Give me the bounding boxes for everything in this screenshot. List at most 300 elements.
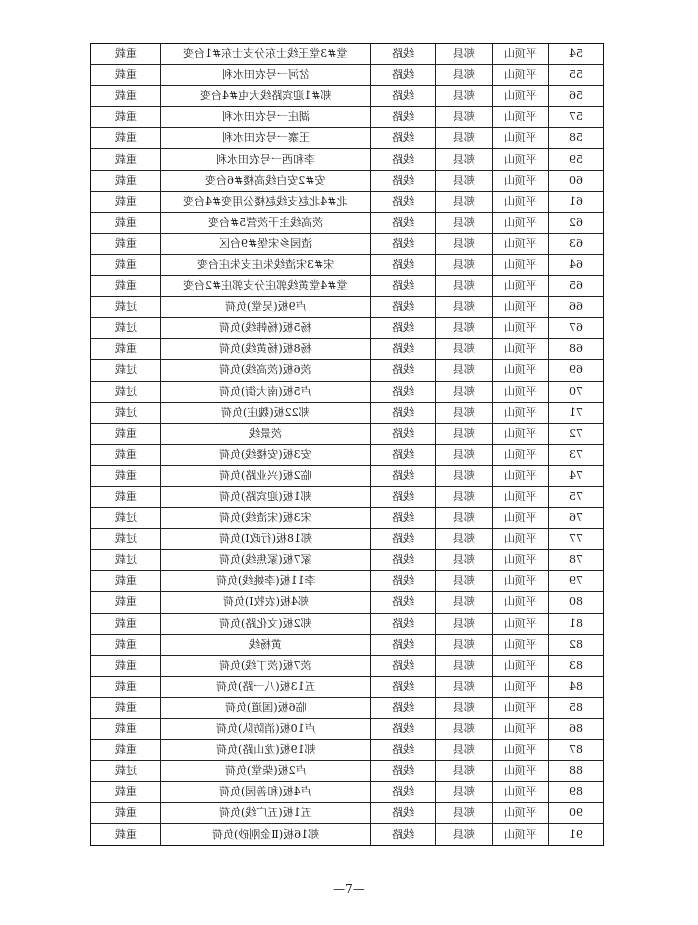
status-cell-text: 重载 bbox=[114, 68, 137, 82]
county-cell-text: 郏县 bbox=[453, 110, 475, 124]
table-row bbox=[91, 529, 604, 550]
type-cell bbox=[371, 107, 436, 128]
county-cell-text: 郏县 bbox=[453, 806, 475, 820]
status-cell-text: 重载 bbox=[114, 743, 137, 757]
line-name-cell bbox=[161, 824, 371, 845]
type-cell-text: 线路 bbox=[392, 68, 414, 82]
county-cell bbox=[436, 381, 493, 402]
status-cell-text: 重载 bbox=[114, 215, 137, 229]
city-cell-text: 平顶山 bbox=[504, 279, 537, 293]
city-cell bbox=[493, 655, 549, 676]
status-cell bbox=[91, 803, 161, 824]
line-name-cell bbox=[161, 676, 371, 697]
county-cell-text: 郏县 bbox=[453, 194, 475, 208]
county-cell bbox=[436, 613, 493, 634]
status-cell bbox=[91, 761, 161, 782]
line-name-cell bbox=[161, 719, 371, 740]
row-number-cell-text: 69 bbox=[569, 363, 583, 377]
row-number-cell bbox=[549, 339, 604, 360]
row-number-cell-text: 76 bbox=[569, 511, 583, 525]
city-cell-text: 平顶山 bbox=[504, 257, 537, 271]
status-cell bbox=[91, 170, 161, 191]
status-cell-text: 重载 bbox=[114, 468, 137, 482]
row-number-cell-text: 83 bbox=[569, 658, 583, 672]
line-name-cell bbox=[161, 634, 371, 655]
type-cell-text: 线路 bbox=[392, 89, 414, 103]
type-cell-text: 线路 bbox=[392, 447, 414, 461]
row-number-cell bbox=[549, 276, 604, 297]
county-cell bbox=[436, 824, 493, 845]
city-cell-text: 平顶山 bbox=[504, 321, 537, 335]
status-cell bbox=[91, 465, 161, 486]
county-cell-text: 郏县 bbox=[453, 490, 475, 504]
row-number-cell bbox=[549, 740, 604, 761]
line-name-cell-text: 宋#3宋渣线朱庄支朱庄台变 bbox=[196, 257, 335, 271]
status-cell-text: 过载 bbox=[114, 764, 137, 778]
row-number-cell bbox=[549, 360, 604, 381]
type-cell bbox=[371, 676, 436, 697]
line-name-cell-text: 渣园乡宋堡#9台区 bbox=[218, 236, 313, 250]
row-number-cell bbox=[549, 170, 604, 191]
county-cell bbox=[436, 444, 493, 465]
county-cell bbox=[436, 782, 493, 803]
county-cell-text: 郏县 bbox=[453, 363, 475, 377]
line-name-cell-text: 黄杨线 bbox=[249, 637, 282, 651]
line-name-cell-text: 卢9板(吴堂)负荷 bbox=[224, 300, 307, 314]
status-cell-text: 重载 bbox=[114, 827, 137, 841]
type-cell-text: 线路 bbox=[392, 468, 414, 482]
status-cell bbox=[91, 697, 161, 718]
type-cell bbox=[371, 212, 436, 233]
county-cell-text: 郏县 bbox=[453, 68, 475, 82]
line-name-cell-text: 卢10板(消防队)负荷 bbox=[215, 722, 316, 736]
load-table-sheet bbox=[90, 43, 603, 846]
city-cell bbox=[493, 676, 549, 697]
county-cell-text: 郏县 bbox=[453, 405, 475, 419]
overload-table bbox=[90, 43, 604, 846]
city-cell-text: 平顶山 bbox=[504, 447, 537, 461]
county-cell-text: 郏县 bbox=[453, 342, 475, 356]
county-cell bbox=[436, 212, 493, 233]
row-number-cell bbox=[549, 212, 604, 233]
status-cell-text: 重载 bbox=[114, 47, 137, 61]
city-cell-text: 平顶山 bbox=[504, 806, 537, 820]
line-name-cell bbox=[161, 86, 371, 107]
type-cell bbox=[371, 44, 436, 65]
city-cell bbox=[493, 402, 549, 423]
county-cell bbox=[436, 233, 493, 254]
county-cell-text: 郏县 bbox=[453, 173, 475, 187]
line-name-cell-text: 卢4板(和善园)负荷 bbox=[219, 785, 312, 799]
city-cell-text: 平顶山 bbox=[504, 194, 537, 208]
line-name-cell bbox=[161, 571, 371, 592]
city-cell-text: 平顶山 bbox=[504, 363, 537, 377]
line-name-cell-text: 卢5板(南大街)负荷 bbox=[219, 384, 312, 398]
county-cell bbox=[436, 465, 493, 486]
table-row bbox=[91, 44, 604, 65]
table-row bbox=[91, 149, 604, 170]
city-cell bbox=[493, 65, 549, 86]
status-cell bbox=[91, 360, 161, 381]
status-cell-text: 重载 bbox=[114, 152, 137, 166]
status-cell bbox=[91, 824, 161, 845]
city-cell bbox=[493, 318, 549, 339]
row-number-cell bbox=[549, 824, 604, 845]
table-row bbox=[91, 86, 604, 107]
city-cell bbox=[493, 107, 549, 128]
type-cell bbox=[371, 824, 436, 845]
line-name-cell-text: 郏2板(文化路)负荷 bbox=[219, 616, 312, 630]
status-cell bbox=[91, 86, 161, 107]
table-row bbox=[91, 402, 604, 423]
row-number-cell bbox=[549, 423, 604, 444]
table-row bbox=[91, 719, 604, 740]
county-cell bbox=[436, 276, 493, 297]
city-cell-text: 平顶山 bbox=[504, 426, 537, 440]
county-cell-text: 郏县 bbox=[453, 764, 475, 778]
row-number-cell bbox=[549, 655, 604, 676]
status-cell bbox=[91, 402, 161, 423]
type-cell-text: 线路 bbox=[392, 215, 414, 229]
type-cell bbox=[371, 339, 436, 360]
status-cell bbox=[91, 276, 161, 297]
line-name-cell-text: 杨8板(杨黄线)负荷 bbox=[219, 342, 312, 356]
status-cell bbox=[91, 297, 161, 318]
row-number-cell-text: 60 bbox=[569, 173, 583, 187]
city-cell bbox=[493, 550, 549, 571]
line-name-cell bbox=[161, 697, 371, 718]
type-cell-text: 线路 bbox=[392, 426, 414, 440]
row-number-cell bbox=[549, 149, 604, 170]
status-cell bbox=[91, 149, 161, 170]
status-cell bbox=[91, 486, 161, 507]
county-cell-text: 郏县 bbox=[453, 700, 475, 714]
type-cell-text: 线路 bbox=[392, 806, 414, 820]
city-cell bbox=[493, 486, 549, 507]
line-name-cell bbox=[161, 191, 371, 212]
city-cell-text: 平顶山 bbox=[504, 679, 537, 693]
line-name-cell bbox=[161, 761, 371, 782]
county-cell-text: 郏县 bbox=[453, 215, 475, 229]
type-cell bbox=[371, 550, 436, 571]
county-cell bbox=[436, 508, 493, 529]
type-cell bbox=[371, 381, 436, 402]
type-cell-text: 线路 bbox=[392, 173, 414, 187]
city-cell bbox=[493, 191, 549, 212]
row-number-cell-text: 71 bbox=[569, 405, 583, 419]
row-number-cell bbox=[549, 128, 604, 149]
county-cell-text: 郏县 bbox=[453, 426, 475, 440]
county-cell bbox=[436, 676, 493, 697]
status-cell bbox=[91, 740, 161, 761]
type-cell-text: 线路 bbox=[392, 616, 414, 630]
table-row bbox=[91, 128, 604, 149]
line-name-cell-text: 李和西一号农田水利 bbox=[216, 152, 315, 166]
line-name-cell-text: 湖庄一号农田水利 bbox=[221, 110, 310, 124]
table-row bbox=[91, 782, 604, 803]
status-cell bbox=[91, 655, 161, 676]
status-cell-text: 重载 bbox=[114, 257, 137, 271]
status-cell-text: 重载 bbox=[114, 806, 137, 820]
type-cell bbox=[371, 65, 436, 86]
row-number-cell bbox=[549, 719, 604, 740]
status-cell-text: 重载 bbox=[114, 679, 137, 693]
county-cell-text: 郏县 bbox=[453, 637, 475, 651]
row-number-cell bbox=[549, 508, 604, 529]
type-cell bbox=[371, 423, 436, 444]
line-name-cell bbox=[161, 508, 371, 529]
line-name-cell-text: 卢2板(柴堂)负荷 bbox=[224, 764, 307, 778]
line-name-cell bbox=[161, 803, 371, 824]
city-cell bbox=[493, 170, 549, 191]
status-cell bbox=[91, 550, 161, 571]
row-number-cell-text: 84 bbox=[569, 679, 583, 693]
county-cell bbox=[436, 149, 493, 170]
type-cell bbox=[371, 254, 436, 275]
row-number-cell bbox=[549, 254, 604, 275]
county-cell-text: 郏县 bbox=[453, 595, 475, 609]
table-row bbox=[91, 550, 604, 571]
line-name-cell-text: 茨7板(茨丁线)负荷 bbox=[219, 658, 312, 672]
city-cell-text: 平顶山 bbox=[504, 511, 537, 525]
type-cell-text: 线路 bbox=[392, 658, 414, 672]
city-cell bbox=[493, 803, 549, 824]
status-cell-text: 重载 bbox=[114, 173, 137, 187]
row-number-cell bbox=[549, 529, 604, 550]
line-name-cell-text: 临6板(国道)负荷 bbox=[224, 700, 307, 714]
city-cell bbox=[493, 276, 549, 297]
line-name-cell bbox=[161, 782, 371, 803]
line-name-cell-text: 五1板(五广线)负荷 bbox=[219, 806, 312, 820]
type-cell bbox=[371, 508, 436, 529]
city-cell-text: 平顶山 bbox=[504, 405, 537, 419]
row-number-cell bbox=[549, 86, 604, 107]
row-number-cell-text: 55 bbox=[569, 68, 583, 82]
line-name-cell bbox=[161, 360, 371, 381]
row-number-cell bbox=[549, 381, 604, 402]
line-name-cell-text: 堂#4堂黄线郭庄分支郭庄#2台变 bbox=[183, 279, 348, 293]
type-cell-text: 线路 bbox=[392, 279, 414, 293]
city-cell bbox=[493, 339, 549, 360]
row-number-cell-text: 67 bbox=[569, 321, 583, 335]
city-cell-text: 平顶山 bbox=[504, 722, 537, 736]
line-name-cell-text: 王寨一号农田水利 bbox=[221, 131, 310, 145]
row-number-cell-text: 81 bbox=[569, 616, 583, 630]
city-cell bbox=[493, 613, 549, 634]
type-cell bbox=[371, 634, 436, 655]
city-cell bbox=[493, 508, 549, 529]
status-cell bbox=[91, 529, 161, 550]
city-cell bbox=[493, 297, 549, 318]
type-cell bbox=[371, 782, 436, 803]
type-cell bbox=[371, 761, 436, 782]
county-cell bbox=[436, 719, 493, 740]
line-name-cell bbox=[161, 212, 371, 233]
county-cell-text: 郏县 bbox=[453, 658, 475, 672]
table-row bbox=[91, 297, 604, 318]
type-cell-text: 线路 bbox=[392, 532, 414, 546]
status-cell-text: 重载 bbox=[114, 490, 137, 504]
line-name-cell-text: 茨6板(茨高线)负荷 bbox=[219, 363, 312, 377]
row-number-cell-text: 56 bbox=[569, 89, 583, 103]
type-cell-text: 线路 bbox=[392, 700, 414, 714]
table-row bbox=[91, 761, 604, 782]
city-cell-text: 平顶山 bbox=[504, 700, 537, 714]
row-number-cell bbox=[549, 550, 604, 571]
row-number-cell-text: 88 bbox=[569, 764, 583, 778]
city-cell bbox=[493, 465, 549, 486]
row-number-cell-text: 62 bbox=[569, 215, 583, 229]
city-cell bbox=[493, 444, 549, 465]
county-cell bbox=[436, 86, 493, 107]
status-cell bbox=[91, 44, 161, 65]
line-name-cell-text: 郏16板(Ⅱ金刚砂)负荷 bbox=[211, 827, 320, 841]
line-name-cell bbox=[161, 254, 371, 275]
county-cell-text: 郏县 bbox=[453, 131, 475, 145]
county-cell-text: 郏县 bbox=[453, 679, 475, 693]
county-cell-text: 郏县 bbox=[453, 321, 475, 335]
county-cell bbox=[436, 529, 493, 550]
row-number-cell-text: 86 bbox=[569, 722, 583, 736]
status-cell bbox=[91, 128, 161, 149]
status-cell bbox=[91, 613, 161, 634]
county-cell bbox=[436, 423, 493, 444]
type-cell bbox=[371, 465, 436, 486]
type-cell-text: 线路 bbox=[392, 764, 414, 778]
table-row bbox=[91, 318, 604, 339]
county-cell-text: 郏县 bbox=[453, 511, 475, 525]
type-cell bbox=[371, 128, 436, 149]
line-name-cell-text: 临2板(兴业路)负荷 bbox=[219, 468, 312, 482]
row-number-cell bbox=[549, 65, 604, 86]
status-cell bbox=[91, 233, 161, 254]
table-row bbox=[91, 634, 604, 655]
type-cell-text: 线路 bbox=[392, 236, 414, 250]
status-cell bbox=[91, 508, 161, 529]
type-cell-text: 线路 bbox=[392, 490, 414, 504]
city-cell-text: 平顶山 bbox=[504, 89, 537, 103]
city-cell bbox=[493, 824, 549, 845]
county-cell-text: 郏县 bbox=[453, 553, 475, 567]
city-cell-text: 平顶山 bbox=[504, 236, 537, 250]
type-cell-text: 线路 bbox=[392, 342, 414, 356]
type-cell-text: 线路 bbox=[392, 363, 414, 377]
line-name-cell-text: 茨景线 bbox=[249, 426, 282, 440]
county-cell bbox=[436, 128, 493, 149]
status-cell bbox=[91, 107, 161, 128]
city-cell bbox=[493, 529, 549, 550]
county-cell bbox=[436, 297, 493, 318]
line-name-cell-text: 郏1板(迎宾路)负荷 bbox=[219, 490, 312, 504]
status-cell-text: 重载 bbox=[114, 616, 137, 630]
type-cell bbox=[371, 486, 436, 507]
city-cell bbox=[493, 761, 549, 782]
status-cell bbox=[91, 318, 161, 339]
line-name-cell bbox=[161, 740, 371, 761]
table-row bbox=[91, 65, 604, 86]
status-cell bbox=[91, 339, 161, 360]
table-row bbox=[91, 740, 604, 761]
city-cell bbox=[493, 571, 549, 592]
city-cell-text: 平顶山 bbox=[504, 827, 537, 841]
row-number-cell-text: 72 bbox=[569, 426, 583, 440]
status-cell-text: 过载 bbox=[114, 532, 137, 546]
county-cell bbox=[436, 803, 493, 824]
row-number-cell bbox=[549, 107, 604, 128]
type-cell bbox=[371, 613, 436, 634]
status-cell bbox=[91, 444, 161, 465]
city-cell-text: 平顶山 bbox=[504, 47, 537, 61]
status-cell-text: 重载 bbox=[114, 574, 137, 588]
line-name-cell bbox=[161, 486, 371, 507]
row-number-cell bbox=[549, 402, 604, 423]
status-cell-text: 过载 bbox=[114, 384, 137, 398]
table-row bbox=[91, 212, 604, 233]
type-cell-text: 线路 bbox=[392, 827, 414, 841]
status-cell bbox=[91, 592, 161, 613]
county-cell bbox=[436, 318, 493, 339]
status-cell-text: 重载 bbox=[114, 637, 137, 651]
county-cell-text: 郏县 bbox=[453, 827, 475, 841]
table-row bbox=[91, 676, 604, 697]
county-cell bbox=[436, 402, 493, 423]
row-number-cell bbox=[549, 465, 604, 486]
page-number: —7— bbox=[333, 882, 365, 896]
county-cell-text: 郏县 bbox=[453, 574, 475, 588]
status-cell-text: 重载 bbox=[114, 342, 137, 356]
status-cell-text: 过载 bbox=[114, 363, 137, 377]
row-number-cell-text: 79 bbox=[569, 574, 583, 588]
county-cell-text: 郏县 bbox=[453, 468, 475, 482]
type-cell-text: 线路 bbox=[392, 595, 414, 609]
status-cell bbox=[91, 381, 161, 402]
table-row bbox=[91, 423, 604, 444]
type-cell bbox=[371, 655, 436, 676]
line-name-cell bbox=[161, 655, 371, 676]
type-cell-text: 线路 bbox=[392, 47, 414, 61]
line-name-cell bbox=[161, 613, 371, 634]
type-cell bbox=[371, 149, 436, 170]
type-cell bbox=[371, 529, 436, 550]
city-cell bbox=[493, 423, 549, 444]
status-cell-text: 过载 bbox=[114, 300, 137, 314]
county-cell bbox=[436, 107, 493, 128]
type-cell bbox=[371, 318, 436, 339]
city-cell-text: 平顶山 bbox=[504, 68, 537, 82]
status-cell-text: 重载 bbox=[114, 110, 137, 124]
table-row bbox=[91, 233, 604, 254]
county-cell bbox=[436, 634, 493, 655]
type-cell-text: 线路 bbox=[392, 553, 414, 567]
city-cell bbox=[493, 44, 549, 65]
table-row bbox=[91, 571, 604, 592]
county-cell-text: 郏县 bbox=[453, 447, 475, 461]
type-cell bbox=[371, 402, 436, 423]
city-cell-text: 平顶山 bbox=[504, 131, 537, 145]
row-number-cell-text: 87 bbox=[569, 743, 583, 757]
row-number-cell-text: 75 bbox=[569, 490, 583, 504]
type-cell bbox=[371, 592, 436, 613]
status-cell-text: 过载 bbox=[114, 405, 137, 419]
type-cell-text: 线路 bbox=[392, 131, 414, 145]
line-name-cell-text: 冢7板(冢焦线)负荷 bbox=[219, 553, 312, 567]
type-cell-text: 线路 bbox=[392, 511, 414, 525]
line-name-cell-text: 杨5板(杨韩线)负荷 bbox=[219, 321, 312, 335]
city-cell-text: 平顶山 bbox=[504, 743, 537, 757]
county-cell-text: 郏县 bbox=[453, 152, 475, 166]
status-cell-text: 重载 bbox=[114, 279, 137, 293]
row-number-cell-text: 57 bbox=[569, 110, 583, 124]
